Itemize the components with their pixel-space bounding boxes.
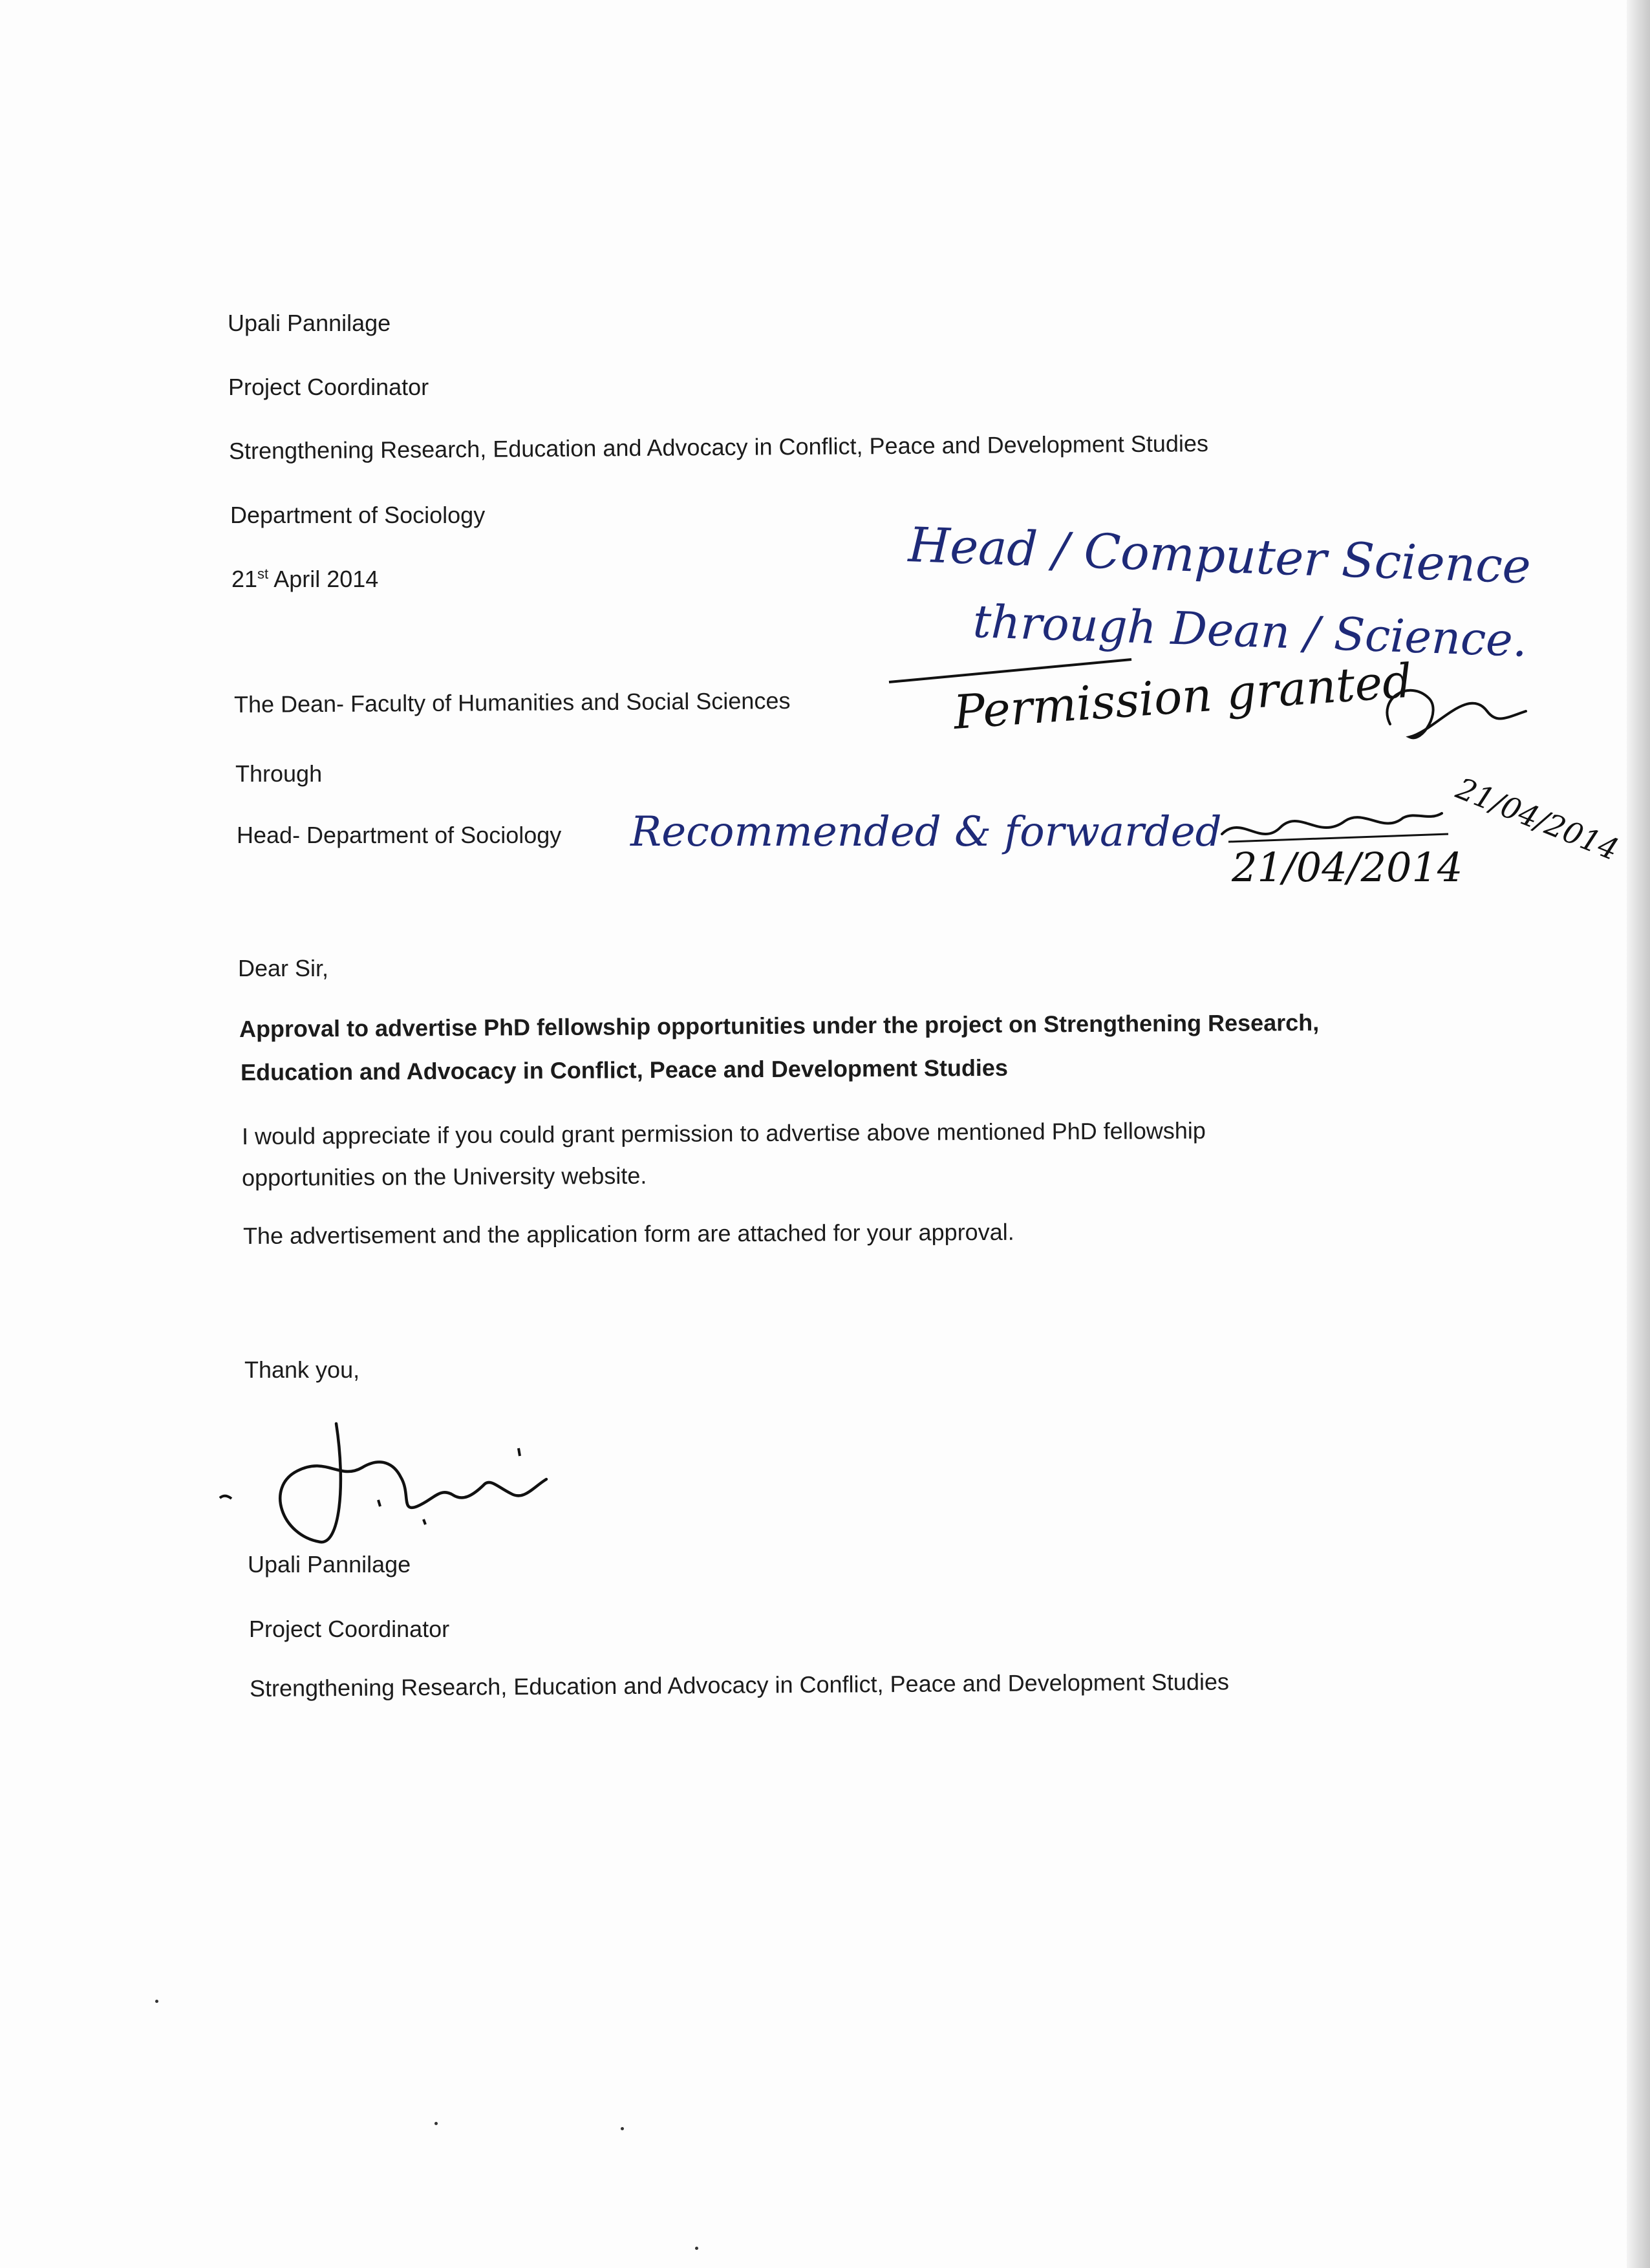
body-line-3: The advertisement and the application form are attached for your approval. bbox=[242, 1218, 1014, 1249]
annotation-recommended-date: 21/04/2014 bbox=[1232, 844, 1463, 891]
annotation-permission-date: 21/04/2014 bbox=[1451, 770, 1623, 868]
scan-speck bbox=[434, 2122, 438, 2125]
subject-line-2: Education and Advocacy in Conflict, Peace and Development Studies bbox=[240, 1054, 1009, 1086]
date-day: 21 bbox=[231, 566, 258, 592]
sender-name: Upali Pannilage bbox=[228, 310, 391, 336]
scan-speck bbox=[155, 2000, 158, 2003]
scan-speck bbox=[621, 2127, 624, 2130]
body-line-2: opportunities on the University website. bbox=[241, 1162, 647, 1191]
body-line-1: I would appreciate if you could grant permission to advertise above mentioned PhD fellowship bbox=[241, 1117, 1206, 1150]
recipient-line-1: The Dean- Faculty of Humanities and Social Sciences bbox=[233, 687, 791, 718]
subject-line-1: Approval to advertise PhD fellowship opportunities under the project on Strengthening Research, bbox=[239, 1009, 1320, 1042]
letter-date bbox=[231, 565, 378, 594]
signature-name: Upali Pannilage bbox=[248, 1551, 411, 1578]
annotation-permission-granted: Permission granted bbox=[952, 653, 1414, 740]
sender-department: Department of Sociology bbox=[230, 502, 486, 528]
signature-project: Strengthening Research, Education and Advocacy in Conflict, Peace and Development Studies bbox=[249, 1668, 1230, 1702]
recipient-line-2: Through bbox=[235, 760, 323, 787]
sender-title: Project Coordinator bbox=[228, 374, 429, 400]
date-suffix: st bbox=[257, 566, 269, 582]
annotation-recommended-forwarded: Recommended & forwarded bbox=[630, 808, 1222, 856]
sender-project: Strengthening Research, Education and Advocacy in Conflict, Peace and Development Studies bbox=[228, 430, 1209, 464]
annotation-permission-signature bbox=[1371, 672, 1539, 763]
salutation: Dear Sir, bbox=[238, 955, 329, 981]
closing: Thank you, bbox=[244, 1356, 360, 1383]
signature-title: Project Coordinator bbox=[249, 1616, 450, 1642]
recipient-line-3: Head- Department of Sociology bbox=[237, 822, 562, 848]
date-rest: April 2014 bbox=[268, 566, 379, 592]
annotation-head-computer-science: Head / Computer Science bbox=[907, 517, 1532, 595]
scan-edge-shadow bbox=[1627, 0, 1650, 2268]
annotation-through-dean: through Dean / Science. bbox=[972, 595, 1528, 667]
scan-speck bbox=[695, 2247, 698, 2250]
